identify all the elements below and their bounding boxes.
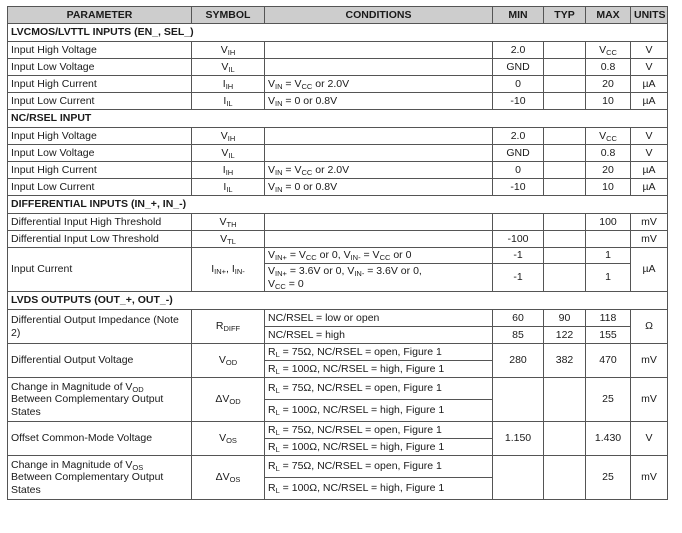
header-parameter: PARAMETER [8,7,192,24]
param-cell: Change in Magnitude of $V_{OS}$ Between Complementary Output States [8,456,192,500]
section-row [8,24,668,42]
symbol-cell: $R_{DIFF}$ [192,310,265,344]
param-cell: Input Low Current [8,93,192,110]
unit-cell: mV [631,231,668,248]
conditions-cell [265,128,493,145]
symbol-cell: $V_{OD}$ [192,344,265,378]
symbol-cell: $\Delta V_{OD}$ [192,378,265,422]
electrical-characteristics-table [7,6,668,500]
param-cell: Differential Input Low Threshold [8,231,192,248]
typ-cell [544,214,586,231]
symbol-cell: $V_{TL}$ [192,231,265,248]
unit-cell: µA [631,179,668,196]
unit-cell: µA [631,248,668,292]
min-cell: 60 [493,310,544,327]
table-row [8,76,668,93]
param-cell: Differential Output Voltage [8,344,192,378]
min-cell: 85 [493,327,544,344]
symbol-cell: $V_{IL}$ [192,59,265,76]
typ-cell [544,248,586,264]
param-cell: Offset Common-Mode Voltage [8,422,192,456]
symbol-cell: $I_{IN+}$, $I_{IN-}$ [192,248,265,292]
unit-cell: V [631,42,668,59]
conditions-cell: $R_L = 100\Omega$, NC/RSEL = high, Figure 1 [265,400,493,422]
typ-cell [544,179,586,196]
max-cell: 1 [586,264,631,292]
unit-cell: mV [631,214,668,231]
param-cell: Differential Output Impedance (Note 2) [8,310,192,344]
max-cell: $V_{CC}$ [586,42,631,59]
typ-cell [544,162,586,179]
conditions-cell [265,214,493,231]
unit-cell: µA [631,76,668,93]
param-cell: Input Current [8,248,192,292]
unit-cell: µA [631,162,668,179]
conditions-cell: NC/RSEL = low or open [265,310,493,327]
max-cell: $V_{CC}$ [586,128,631,145]
max-cell: 1.430 [586,422,631,456]
param-cell: Input High Voltage [8,128,192,145]
unit-cell: mV [631,344,668,378]
typ-cell: 122 [544,327,586,344]
conditions-cell [265,145,493,162]
typ-cell [544,59,586,76]
symbol-cell: $\Delta V_{OS}$ [192,456,265,500]
conditions-cell [265,42,493,59]
conditions-cell: $V_{IN} = V_{CC}$ or 2.0V [265,76,493,93]
table-row [8,145,668,162]
section-title: NC/RSEL INPUT [8,110,668,128]
typ-cell: 90 [544,310,586,327]
min-cell: 2.0 [493,128,544,145]
table-row [8,248,668,264]
table-row [8,128,668,145]
table-row [8,344,668,361]
min-cell: -10 [493,179,544,196]
symbol-cell: $I_{IL}$ [192,179,265,196]
typ-cell: 382 [544,344,586,378]
max-cell: 25 [586,378,631,422]
max-cell: 118 [586,310,631,327]
max-cell: 100 [586,214,631,231]
conditions-cell [265,59,493,76]
min-cell [493,214,544,231]
min-cell: 1.150 [493,422,544,456]
param-cell: Input Low Voltage [8,145,192,162]
header-min: MIN [493,7,544,24]
symbol-cell: $V_{TH}$ [192,214,265,231]
section-row [8,196,668,214]
section-title: LVCMOS/LVTTL INPUTS (EN_, SEL_) [8,24,668,42]
symbol-cell: $V_{IH}$ [192,42,265,59]
conditions-cell: $R_L = 100\Omega$, NC/RSEL = high, Figure 1 [265,478,493,500]
symbol-cell: $I_{IH}$ [192,162,265,179]
max-cell: 10 [586,93,631,110]
table-row [8,378,668,400]
table-row [8,214,668,231]
min-cell: 0 [493,76,544,93]
section-row [8,292,668,310]
param-cell: Input Low Current [8,179,192,196]
table-row [8,231,668,248]
conditions-cell: $V_{IN+} = 3.6V$ or 0, $V_{IN-} = 3.6V$ or 0, $V_{CC} = 0$ [265,264,493,292]
typ-cell [544,93,586,110]
param-cell: Input High Current [8,76,192,93]
typ-cell [544,128,586,145]
min-cell: -1 [493,248,544,264]
header-symbol: SYMBOL [192,7,265,24]
unit-cell: Ω [631,310,668,344]
section-title: LVDS OUTPUTS (OUT_+, OUT_-) [8,292,668,310]
min-cell: GND [493,145,544,162]
unit-cell: mV [631,378,668,422]
min-cell: -10 [493,93,544,110]
header-conditions: CONDITIONS [265,7,493,24]
conditions-cell: $V_{IN} = 0$ or 0.8V [265,93,493,110]
min-cell: 2.0 [493,42,544,59]
table-row [8,59,668,76]
max-cell: 1 [586,248,631,264]
typ-cell [544,422,586,456]
param-cell: Input High Voltage [8,42,192,59]
unit-cell: V [631,145,668,162]
min-cell [493,456,544,500]
conditions-cell: $V_{IN} = V_{CC}$ or 2.0V [265,162,493,179]
table-row [8,42,668,59]
unit-cell: V [631,422,668,456]
min-cell: 0 [493,162,544,179]
header-row [8,7,668,24]
conditions-cell: $R_L = 75\Omega$, NC/RSEL = open, Figure 1 [265,422,493,439]
typ-cell [544,264,586,292]
conditions-cell: $R_L = 100\Omega$, NC/RSEL = high, Figure 1 [265,361,493,378]
unit-cell: mV [631,456,668,500]
max-cell: 10 [586,179,631,196]
table-row [8,422,668,439]
max-cell: 25 [586,456,631,500]
symbol-cell: $V_{IH}$ [192,128,265,145]
symbol-cell: $I_{IL}$ [192,93,265,110]
min-cell: 280 [493,344,544,378]
param-cell: Input Low Voltage [8,59,192,76]
conditions-cell: $V_{IN} = 0$ or 0.8V [265,179,493,196]
conditions-cell: $R_L = 75\Omega$, NC/RSEL = open, Figure 1 [265,456,493,478]
min-cell: GND [493,59,544,76]
param-cell: Input High Current [8,162,192,179]
table-row [8,456,668,478]
table-row [8,162,668,179]
unit-cell: µA [631,93,668,110]
spec-table-container [7,6,668,500]
max-cell: 0.8 [586,59,631,76]
max-cell [586,231,631,248]
conditions-cell [265,231,493,248]
symbol-cell: $V_{OS}$ [192,422,265,456]
conditions-cell: $R_L = 75\Omega$, NC/RSEL = open, Figure 1 [265,378,493,400]
min-cell [493,378,544,422]
param-cell: Differential Input High Threshold [8,214,192,231]
max-cell: 0.8 [586,145,631,162]
typ-cell [544,76,586,93]
max-cell: 470 [586,344,631,378]
section-title: DIFFERENTIAL INPUTS (IN_+, IN_-) [8,196,668,214]
conditions-cell: $R_L = 100\Omega$, NC/RSEL = high, Figure 1 [265,439,493,456]
typ-cell [544,42,586,59]
typ-cell [544,231,586,248]
max-cell: 155 [586,327,631,344]
min-cell: -1 [493,264,544,292]
section-row [8,110,668,128]
unit-cell: V [631,128,668,145]
unit-cell: V [631,59,668,76]
header-typ: TYP [544,7,586,24]
symbol-cell: $I_{IH}$ [192,76,265,93]
min-cell: -100 [493,231,544,248]
conditions-cell: $V_{IN+} = V_{CC}$ or 0, $V_{IN-} = V_{CC}$ or 0 [265,248,493,264]
table-row [8,93,668,110]
table-row [8,310,668,327]
typ-cell [544,145,586,162]
header-max: MAX [586,7,631,24]
max-cell: 20 [586,162,631,179]
param-cell: Change in Magnitude of $V_{OD}$ Between Complementary Output States [8,378,192,422]
conditions-cell: $R_L = 75\Omega$, NC/RSEL = open, Figure 1 [265,344,493,361]
symbol-cell: $V_{IL}$ [192,145,265,162]
table-row [8,179,668,196]
header-units: UNITS [631,7,668,24]
max-cell: 20 [586,76,631,93]
typ-cell [544,456,586,500]
conditions-cell: NC/RSEL = high [265,327,493,344]
typ-cell [544,378,586,422]
